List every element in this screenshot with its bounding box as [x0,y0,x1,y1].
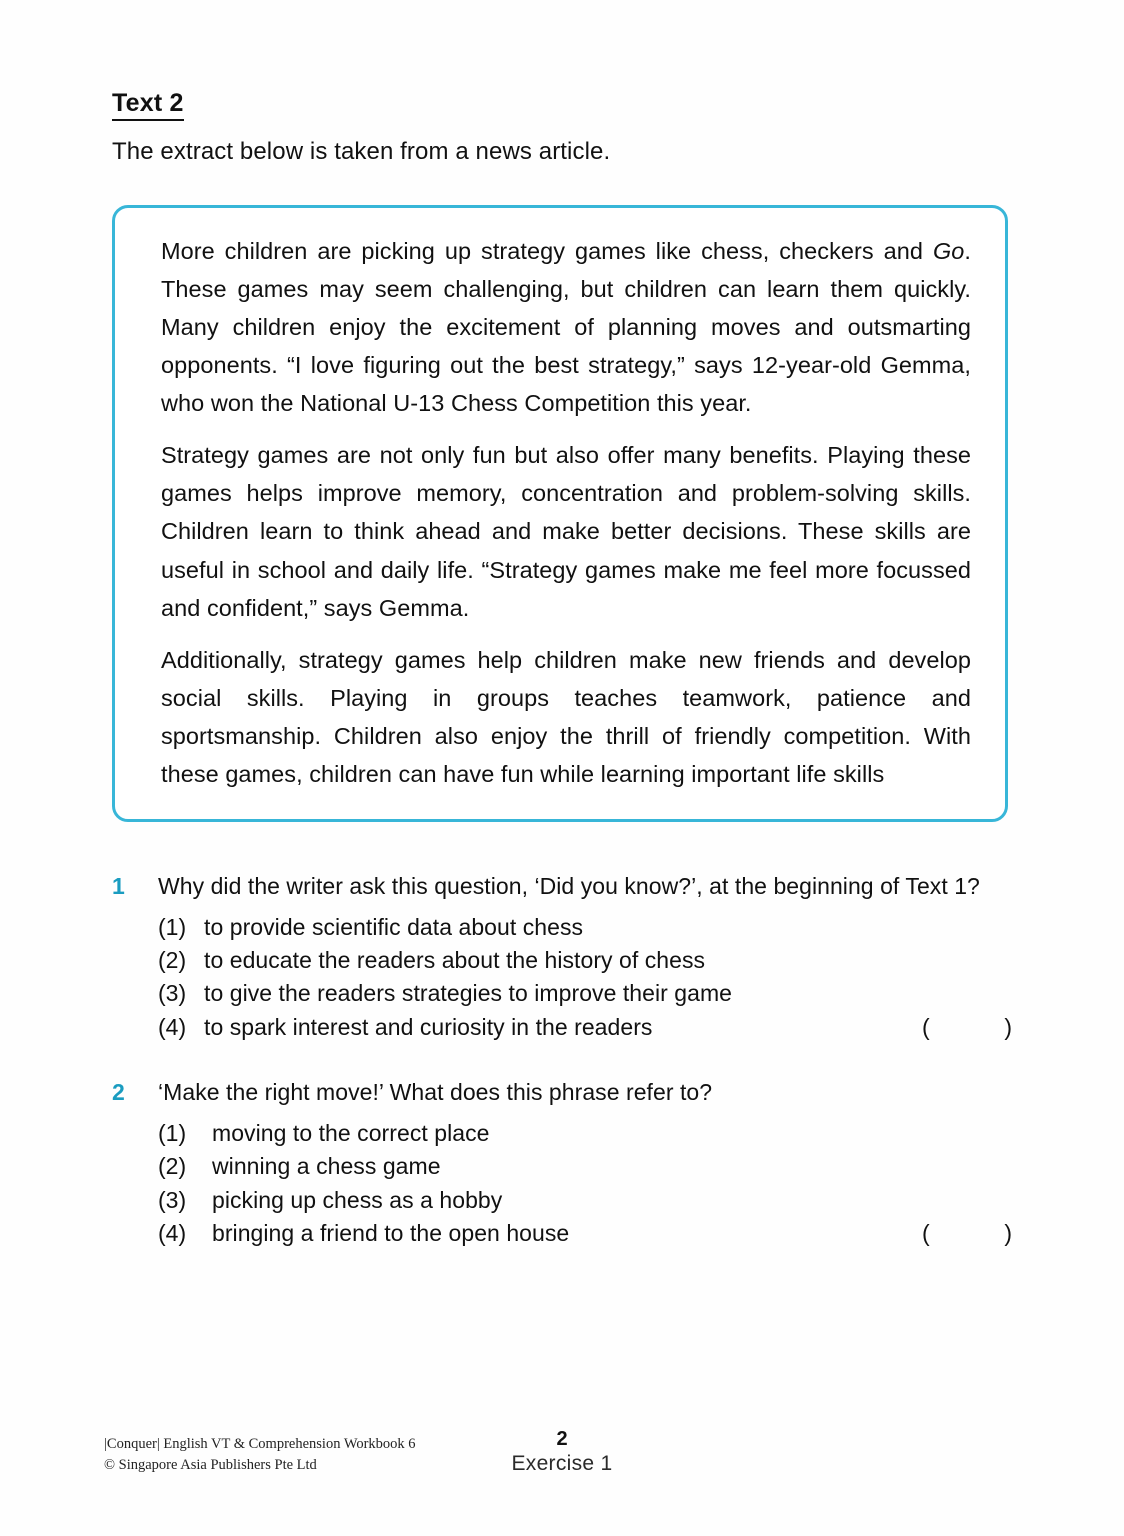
option-text: to educate the readers about the history of chess [204,947,706,974]
exercise-label: Exercise 1 [511,1452,613,1475]
italic-term: Go [932,238,965,264]
option-text: to give the readers strategies to improve their game [204,980,733,1007]
question-1-prompt: Why did the writer ask this question, ‘Did you know?’, at the beginning of Text 1? [158,873,980,899]
passage-box [112,205,1008,822]
question-1-option-3[interactable] [158,977,1012,1010]
footer-title-line: |Conquer| English VT & Comprehension Workbook 6 [104,1436,416,1452]
passage-paragraph-2-text: Strategy games are not only fun but also offer many benefits. Playing these games helps improve memory, concentration and problem-solving skills. Children learn to think ahead and make better decisions. These skills are useful in school and daily life. “Strategy games make me feel more focussed and confident,” says Gemma. [161,442,971,621]
option-label: (3) [158,980,187,1007]
question-2-number: 2 [112,1079,125,1106]
passage-paragraph-1 [161,232,971,422]
intro-text: The extract below is taken from a news article. [112,137,611,165]
question-2-prompt: ‘Make the right move!’ What does this phrase refer to? [158,1079,713,1106]
option-label: (3) [158,1186,187,1213]
option-text: picking up chess as a hobby [212,1186,503,1213]
question-2-option-2[interactable] [158,1150,1012,1183]
option-label: (4) [158,1013,187,1040]
question-1-option-1[interactable] [158,911,1012,944]
question-1-number: 1 [112,873,125,899]
passage-paragraph-1-text: More children are picking up strategy games like chess, checkers and Go. These games may seem challenging, but children can learn them quickly. Many children enjoy the excitement of planning moves and outsmarting opponents. “I love figuring out the best strategy,” says 12-year-old Gemma, who won the National U-13 Chess Competition this year. [161,238,971,417]
passage-paragraph-2 [161,436,971,626]
footer-copyright-line: © Singapore Asia Publishers Pte Ltd [104,1457,317,1474]
question-2-option-4[interactable] [158,1217,1012,1250]
option-label: (1) [158,913,187,940]
answer-bracket-close: ) [1004,1013,1012,1040]
page-footer [104,1428,1020,1492]
page-heading-area [112,90,1012,166]
question-2-options [112,1117,1012,1250]
question-2-head [112,1078,1012,1107]
option-label: (2) [158,947,187,974]
question-1-option-2[interactable] [158,944,1012,977]
question-2 [112,1078,1012,1250]
question-1 [112,872,1012,1044]
question-1-answer-box[interactable] [922,1011,1012,1044]
passage-paragraph-3-text: Additionally, strategy games help children make new friends and develop social skills. Playing in groups teaches teamwork, patience and sportsmanship. Children also enjoy the thrill of friendly competition. With these games, children can have fun while learning important life skills [161,646,971,787]
option-text: to spark interest and curiosity in the readers [204,1013,653,1040]
page-number: 2 [556,1428,568,1450]
questions-list [112,872,1012,1250]
page-title: Text 2 [112,90,184,121]
answer-bracket-open: ( [922,1219,930,1246]
footer-center-block [332,1428,792,1476]
question-2-option-1[interactable] [158,1117,1012,1150]
question-1-options [112,911,1012,1044]
option-text: winning a chess game [212,1153,441,1180]
question-2-option-3[interactable] [158,1184,1012,1217]
option-text: moving to the correct place [212,1119,490,1146]
option-label: (1) [158,1119,187,1146]
question-1-head [112,872,1012,901]
option-label: (2) [158,1153,187,1180]
option-text: bringing a friend to the open house [212,1219,570,1246]
question-2-answer-box[interactable] [922,1217,1012,1250]
answer-bracket-close: ) [1004,1219,1012,1246]
option-text: to provide scientific data about chess [204,913,584,940]
answer-bracket-open: ( [922,1013,930,1040]
passage-paragraph-3 [161,641,971,793]
question-1-option-4[interactable] [158,1011,1012,1044]
option-label: (4) [158,1219,187,1246]
